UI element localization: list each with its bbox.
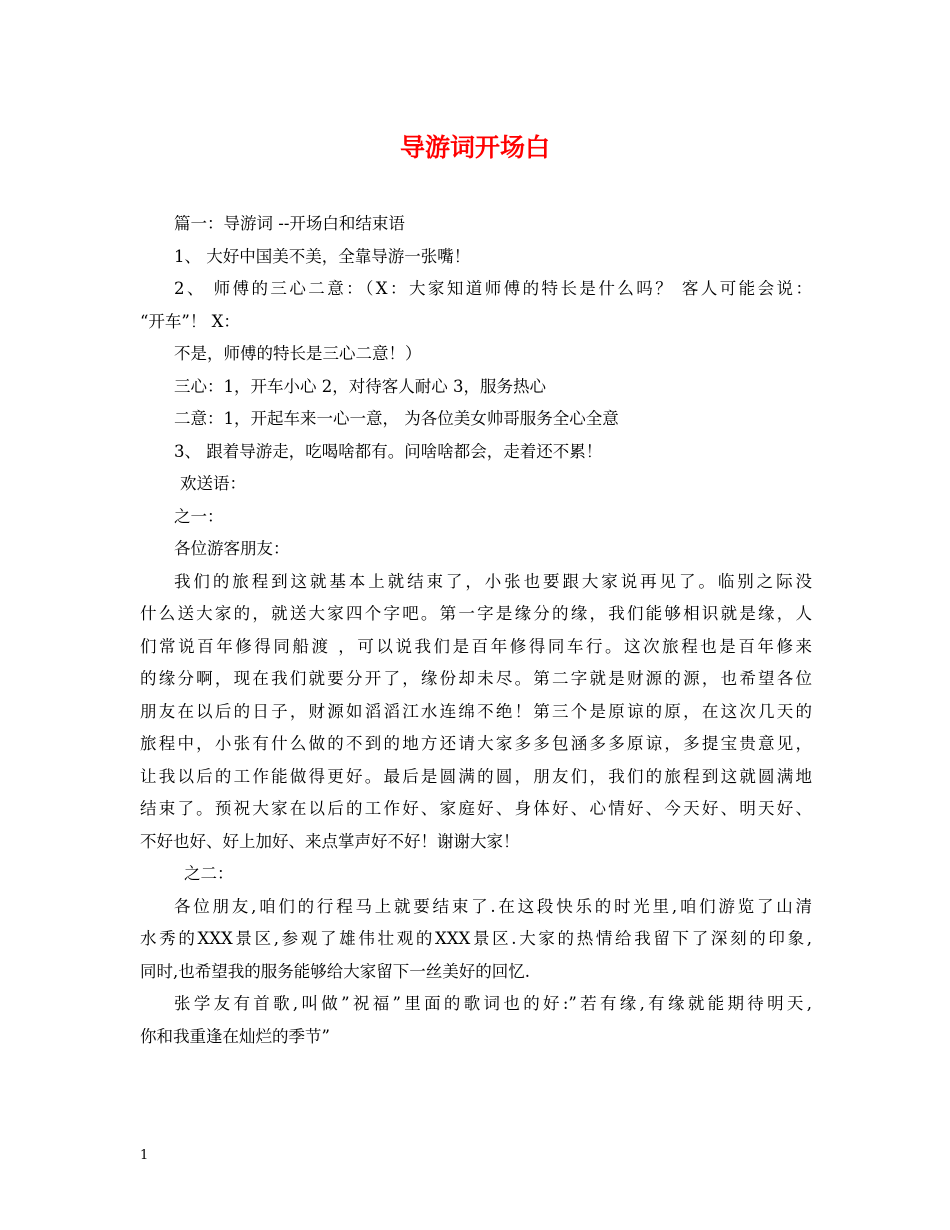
sub-heading: 欢送语： xyxy=(180,474,246,493)
text-line: 二意：1，开起车来一心一意， 为各位美女帅哥服务全心全意 xyxy=(174,409,619,428)
paragraph-line: 同时,也希望我的服务能够给大家留下一丝美好的回忆. xyxy=(140,961,530,981)
paragraph-line: 结束了。预祝大家在以后的工作好、家庭好、身体好、心情好、今天好、明天好、 xyxy=(140,799,812,818)
list-item: 2、 师傅的三心二意：（X：大家知道师傅的特长是什么吗？ 客人可能会说： xyxy=(174,279,812,298)
paragraph-line: 什么送大家的，就送大家四个字吧。第一字是缘分的缘，我们能够相识就是缘，人 xyxy=(140,604,812,623)
text-line: “开车”！ X： xyxy=(140,311,240,331)
paragraph-line: 们常说百年修得同船渡 ，可以说我们是百年修得同车行。这次旅程也是百年修来 xyxy=(140,636,812,656)
text-line: 各位游客朋友： xyxy=(174,539,290,558)
document-body xyxy=(140,208,812,1053)
paragraph-line: 我们的旅程到这就基本上就结束了，小张也要跟大家说再见了。临别之际没 xyxy=(174,571,812,591)
paragraph-line: 你和我重逢在灿烂的季节” xyxy=(140,1026,330,1046)
paragraph-line: 旅程中，小张有什么做的不到的地方还请大家多多包涵多多原谅，多提宝贵意见， xyxy=(140,734,812,753)
list-item: 1、 大好中国美不美，全靠导游一张嘴！ xyxy=(174,246,471,266)
paragraph-line: 张学友有首歌,叫做”祝福”里面的歌词也的好:”若有缘,有缘就能期待明天, xyxy=(174,994,812,1013)
paragraph-line: 朋友在以后的日子，财源如滔滔江水连绵不绝！第三个是原谅的原，在这次几天的 xyxy=(140,701,812,721)
paragraph-line: 水秀的XXX景区,参观了雄伟壮观的XXX景区.大家的热情给我留下了深刻的印象, xyxy=(140,929,812,948)
page-title: 导游词开场白 xyxy=(399,133,550,162)
text-line: 三心：1，开车小心 2，对待客人耐心 3，服务热心 xyxy=(174,376,546,396)
paragraph-line: 的缘分啊，现在我们就要分开了，缘份却未尽。第二字就是财源的源，也希望各位 xyxy=(140,669,812,688)
paragraph-line: 让我以后的工作能做得更好。最后是圆满的圆，朋友们，我们的旅程到这就圆满地 xyxy=(140,766,812,786)
paragraph-line: 各位朋友,咱们的行程马上就要结束了.在这段快乐的时光里,咱们游览了山清 xyxy=(174,896,812,916)
page-number: 1 xyxy=(140,1148,149,1163)
text-line: 不是，师傅的特长是三心二意！） xyxy=(174,344,422,363)
paragraph-line: 不好也好、好上加好、来点掌声好不好！谢谢大家！ xyxy=(140,831,520,851)
list-item: 3、 跟着导游走，吃喝啥都有。问啥啥都会，走着还不累！ xyxy=(174,441,603,461)
sub-heading: 之二： xyxy=(184,864,234,883)
sub-heading: 之一： xyxy=(174,506,224,526)
section-heading: 篇一：导游词 --开场白和结束语 xyxy=(174,214,405,233)
